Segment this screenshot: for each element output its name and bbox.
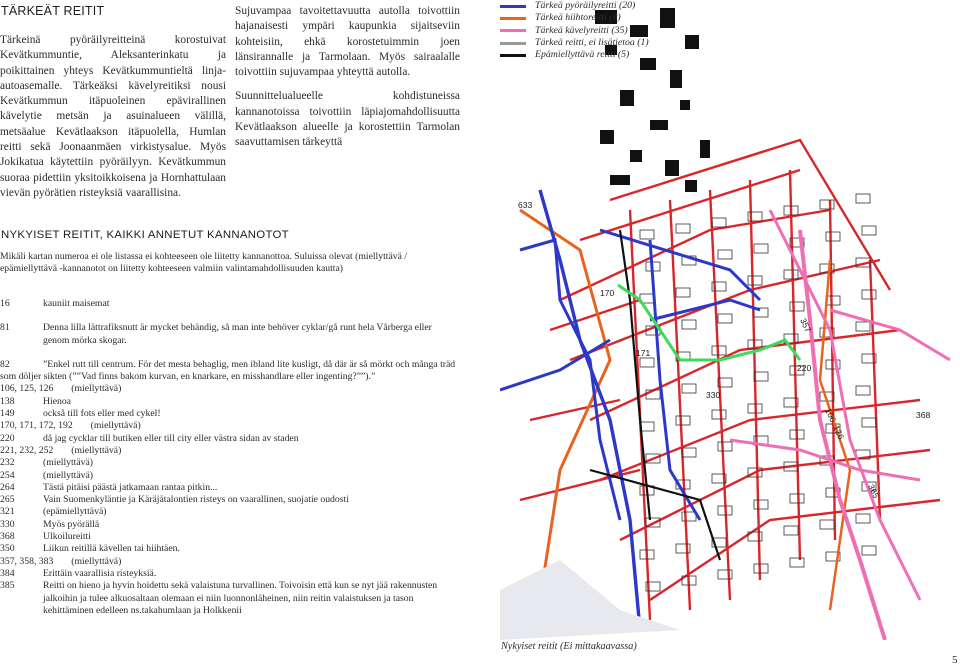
building-outline: [754, 500, 768, 509]
left-column: [0, 0, 226, 201]
legend-item: [500, 37, 670, 49]
entry-text: Hienoa: [43, 395, 71, 407]
legend-swatch: [500, 5, 526, 8]
entry-text: Denna lilla lättrafiksnutt är mycket behändig, så man inte behöver cyklar/gå runt hela Vårberga eller genom mörka skogar.: [43, 322, 432, 346]
list-item: [0, 408, 458, 420]
list-item: [0, 531, 458, 543]
building-outline: [718, 442, 732, 451]
entry-text: Tästä pitäisi päästä jatkamaan rantaa pitkin...: [43, 481, 218, 493]
section-heading-nykyiset-reitit: NYKYISET REITIT, KAIKKI ANNETUT KANNANOTOT: [1, 229, 289, 241]
entry-number: 384: [0, 567, 15, 579]
building-block: [620, 90, 634, 106]
legend-label: Epämiellyttävä reitti (5): [535, 49, 630, 61]
map-number-label: 171: [636, 348, 651, 358]
entry-text: (miellyttävä): [43, 457, 94, 469]
list-item: [0, 457, 458, 469]
list-item: [0, 383, 458, 395]
page-number: 5: [952, 654, 958, 666]
entry-text: (miellyttävä): [71, 444, 122, 456]
middle-column: [235, 0, 460, 151]
list-item: [0, 396, 458, 408]
legend-swatch: [500, 17, 526, 20]
entry-number: 321: [0, 506, 15, 518]
building-outline: [820, 520, 834, 529]
building-block: [685, 180, 697, 192]
route-map-svg: [500, 0, 960, 640]
legend-item: [500, 0, 670, 12]
street-line: [670, 200, 690, 610]
building-outline: [682, 384, 696, 393]
river-area: [500, 560, 680, 640]
list-item: [0, 470, 458, 482]
building-block: [700, 140, 710, 158]
entry-number: 232: [0, 457, 15, 469]
legend-label: Tärkeä hiihtoreitti (8): [535, 12, 621, 24]
building-outline: [754, 564, 768, 573]
building-outline: [784, 270, 798, 279]
list-item: [0, 580, 458, 617]
building-outline: [754, 244, 768, 253]
building-block: [685, 35, 699, 49]
building-outline: [712, 218, 726, 227]
building-outline: [784, 526, 798, 535]
entry-number: 350: [0, 543, 15, 555]
building-block: [610, 175, 630, 185]
planning-area-paragraph: Suunnittelualueelle kohdistuneissa kannanotoissa toivottiin läpiajomahdollisuutta Kevätlaakson alueelle ja korostettiin Tarmolan saavuttamisen tärkeyttä: [235, 90, 460, 149]
entry-number: 82: [0, 358, 10, 370]
building-outline: [676, 224, 690, 233]
building-block: [630, 150, 642, 162]
building-outline: [862, 290, 876, 299]
entry-number: 220: [0, 432, 15, 444]
entry-number: 385: [0, 580, 15, 592]
building-outline: [862, 418, 876, 427]
entry-number: 254: [0, 469, 15, 481]
list-item: [0, 359, 458, 384]
cycling-route: [650, 300, 760, 320]
map-legend: [500, 0, 670, 61]
building-block: [665, 160, 679, 176]
building-outline: [862, 546, 876, 555]
building-block: [680, 100, 690, 110]
entry-number: 264: [0, 481, 15, 493]
building-outline: [820, 200, 834, 209]
unpleasant-route: [620, 230, 650, 520]
building-outline: [676, 416, 690, 425]
list-item: [0, 445, 458, 457]
map-number-label: 170: [600, 288, 615, 298]
building-outline: [856, 194, 870, 203]
building-outline: [790, 302, 804, 311]
entry-text: Myös pyörällä: [43, 518, 100, 530]
entry-text: också till fots eller med cykel!: [43, 408, 161, 420]
building-outline: [718, 314, 732, 323]
legend-item: [500, 49, 670, 61]
map-number-label: 330: [706, 390, 721, 400]
entry-text: Erittäin vaarallisia risteyksiä.: [43, 567, 157, 579]
street-line: [750, 180, 760, 580]
building-outline: [826, 232, 840, 241]
map-number-label: 357: [798, 316, 814, 334]
list-item: [0, 556, 458, 568]
building-outline: [640, 358, 654, 367]
route-comments-list: [0, 298, 458, 617]
entry-number: 330: [0, 518, 15, 530]
entry-text: Vain Suomenkyläntie ja Käräjätalontien risteys on vaarallinen, suojatie oudosti: [43, 494, 349, 506]
entries-intro-text: Mikäli kartan numeroa ei ole listassa ei kohteeseen ole liitetty kannanottoa. Suluissa olevat (miellyttävä / epämiellyttävä -kannanotot on liitetty kohteeseen valmiin valintamahdollisuuden kautta): [0, 251, 408, 275]
entry-text: (miellyttävä): [71, 555, 122, 567]
list-item: [0, 482, 458, 494]
entry-number: 149: [0, 408, 15, 420]
entry-text: kauniit maisemat: [43, 298, 110, 309]
entry-text: då jag cycklar till butiken eller till city eller västra sidan av staden: [43, 432, 299, 444]
legend-label: Tärkeä reitti, ei lisätietoa (1): [535, 37, 649, 49]
entry-text: Reitti on hieno ja hyvin hoidettu sekä valaistuna turvallinen. Toivoisin että kun se nyt jää rakennusten jalkoihin ja tulee alkuosaltaan olemaan ei niin luonnonläheinen, niin reitin valaistuksen ja tason kehittäminen edelleen ns.takahumlaan ja Holkkenii: [43, 580, 438, 616]
building-outline: [748, 276, 762, 285]
building-outline: [790, 558, 804, 567]
entry-text: (epämiellyttävä): [43, 506, 107, 518]
important-routes-paragraph: Tärkeinä pyöräilyreitteinä korostuivat Kevätkummuntie, Aleksanterinkatu ja poikittainen yhteys Kevätkummuntieltä linja-autoasemalle. Tärkeäksi kävelyreitiksi nousi Kevätkummun itäpuoleinen epävirallinen kävelytie metsän ja asuinalueen välillä, metsäalue Kevätlaakson itäpuolella, Humlan reitti sekä Joonaanmäen virkistysalue. Myös Jokikatua käytettiin pyöräilyyn. Kevätkummun suoraa pidettiin yksitoikkoisena ja Hornhattulaan vievän pyörätien risteyksiä vaarallisina.: [0, 34, 226, 199]
entry-number: 106, 125, 126: [0, 383, 54, 395]
building-outline: [682, 320, 696, 329]
legend-label: Tärkeä kävelyreitti (35): [535, 24, 628, 36]
entry-text: Ulkoilureitti: [43, 531, 91, 543]
legend-swatch: [500, 42, 526, 45]
list-item: [0, 506, 458, 518]
building-block: [600, 130, 614, 144]
legend-swatch: [500, 29, 526, 32]
map-number-label: 365: [866, 482, 882, 500]
street-line: [830, 200, 835, 540]
building-outline: [790, 494, 804, 503]
map-number-label: 368: [916, 410, 931, 420]
building-outline: [640, 422, 654, 431]
walking-route: [830, 310, 950, 360]
list-item: [0, 494, 458, 506]
entry-number: 138: [0, 395, 15, 407]
building-outline: [682, 448, 696, 457]
building-outline: [856, 322, 870, 331]
building-outline: [712, 410, 726, 419]
list-item: [0, 543, 458, 555]
list-item: [0, 568, 458, 580]
building-block: [650, 120, 668, 130]
entry-text: Liikun reitillä kävellen tai hiihtäen.: [43, 543, 180, 555]
building-outline: [718, 250, 732, 259]
list-item: [0, 298, 458, 310]
building-block: [670, 70, 682, 88]
legend-swatch: [500, 54, 526, 57]
entry-text: ”Enkel rutt till centrum. För det mesta behaglig, men ibland lite kusligt, då där är så mörkt och många träd som döljer sikten (””Vad finns bakom kurvan, en knarkare, en misshandlare eller ingenting?””).”: [0, 358, 456, 383]
map-number-label: 106, 126: [823, 406, 847, 441]
legend-item: [500, 12, 670, 24]
entry-number: 81: [0, 322, 10, 334]
list-item: [0, 420, 458, 432]
building-outline: [676, 288, 690, 297]
entry-number: 357, 358, 383: [0, 555, 54, 567]
route-map: [500, 0, 960, 640]
street-line: [560, 210, 830, 300]
entry-text: (miellyttävä): [43, 469, 94, 481]
list-item: [0, 433, 458, 445]
map-number-label: 220: [797, 363, 812, 373]
entry-text: (miellyttävä): [71, 383, 122, 395]
entry-text: (miellyttävä): [90, 420, 141, 432]
car-access-paragraph: Sujuvampaa tavoitettavuutta autolla toivottiin hajanaisesti ympäri kaupunkia sijaitseviin kohteisiin, ehkä korostetuimmin joen länsirannalle ja Tarmolaan. Myös sairaalalle toivottiin sujuvampaa yhteyttä autolla.: [235, 5, 460, 79]
section-heading-tarkeat-reitit: TÄRKEÄT REITIT: [1, 4, 105, 18]
building-outline: [862, 226, 876, 235]
list-item: [0, 519, 458, 531]
entry-number: 221, 232, 252: [0, 444, 54, 456]
building-outline: [856, 514, 870, 523]
entry-number: 16: [0, 298, 10, 309]
entry-number: 368: [0, 531, 15, 543]
map-caption: Nykyiset reitit (Ei mittakaavassa): [501, 641, 637, 652]
building-outline: [856, 386, 870, 395]
building-outline: [640, 230, 654, 239]
legend-label: Tärkeä pyöräilyreitti (20): [535, 0, 636, 12]
entry-number: 170, 171, 172, 192: [0, 420, 73, 432]
list-item: [0, 322, 458, 347]
legend-item: [500, 25, 670, 37]
map-number-label: 633: [518, 200, 533, 210]
entry-number: 265: [0, 494, 15, 506]
